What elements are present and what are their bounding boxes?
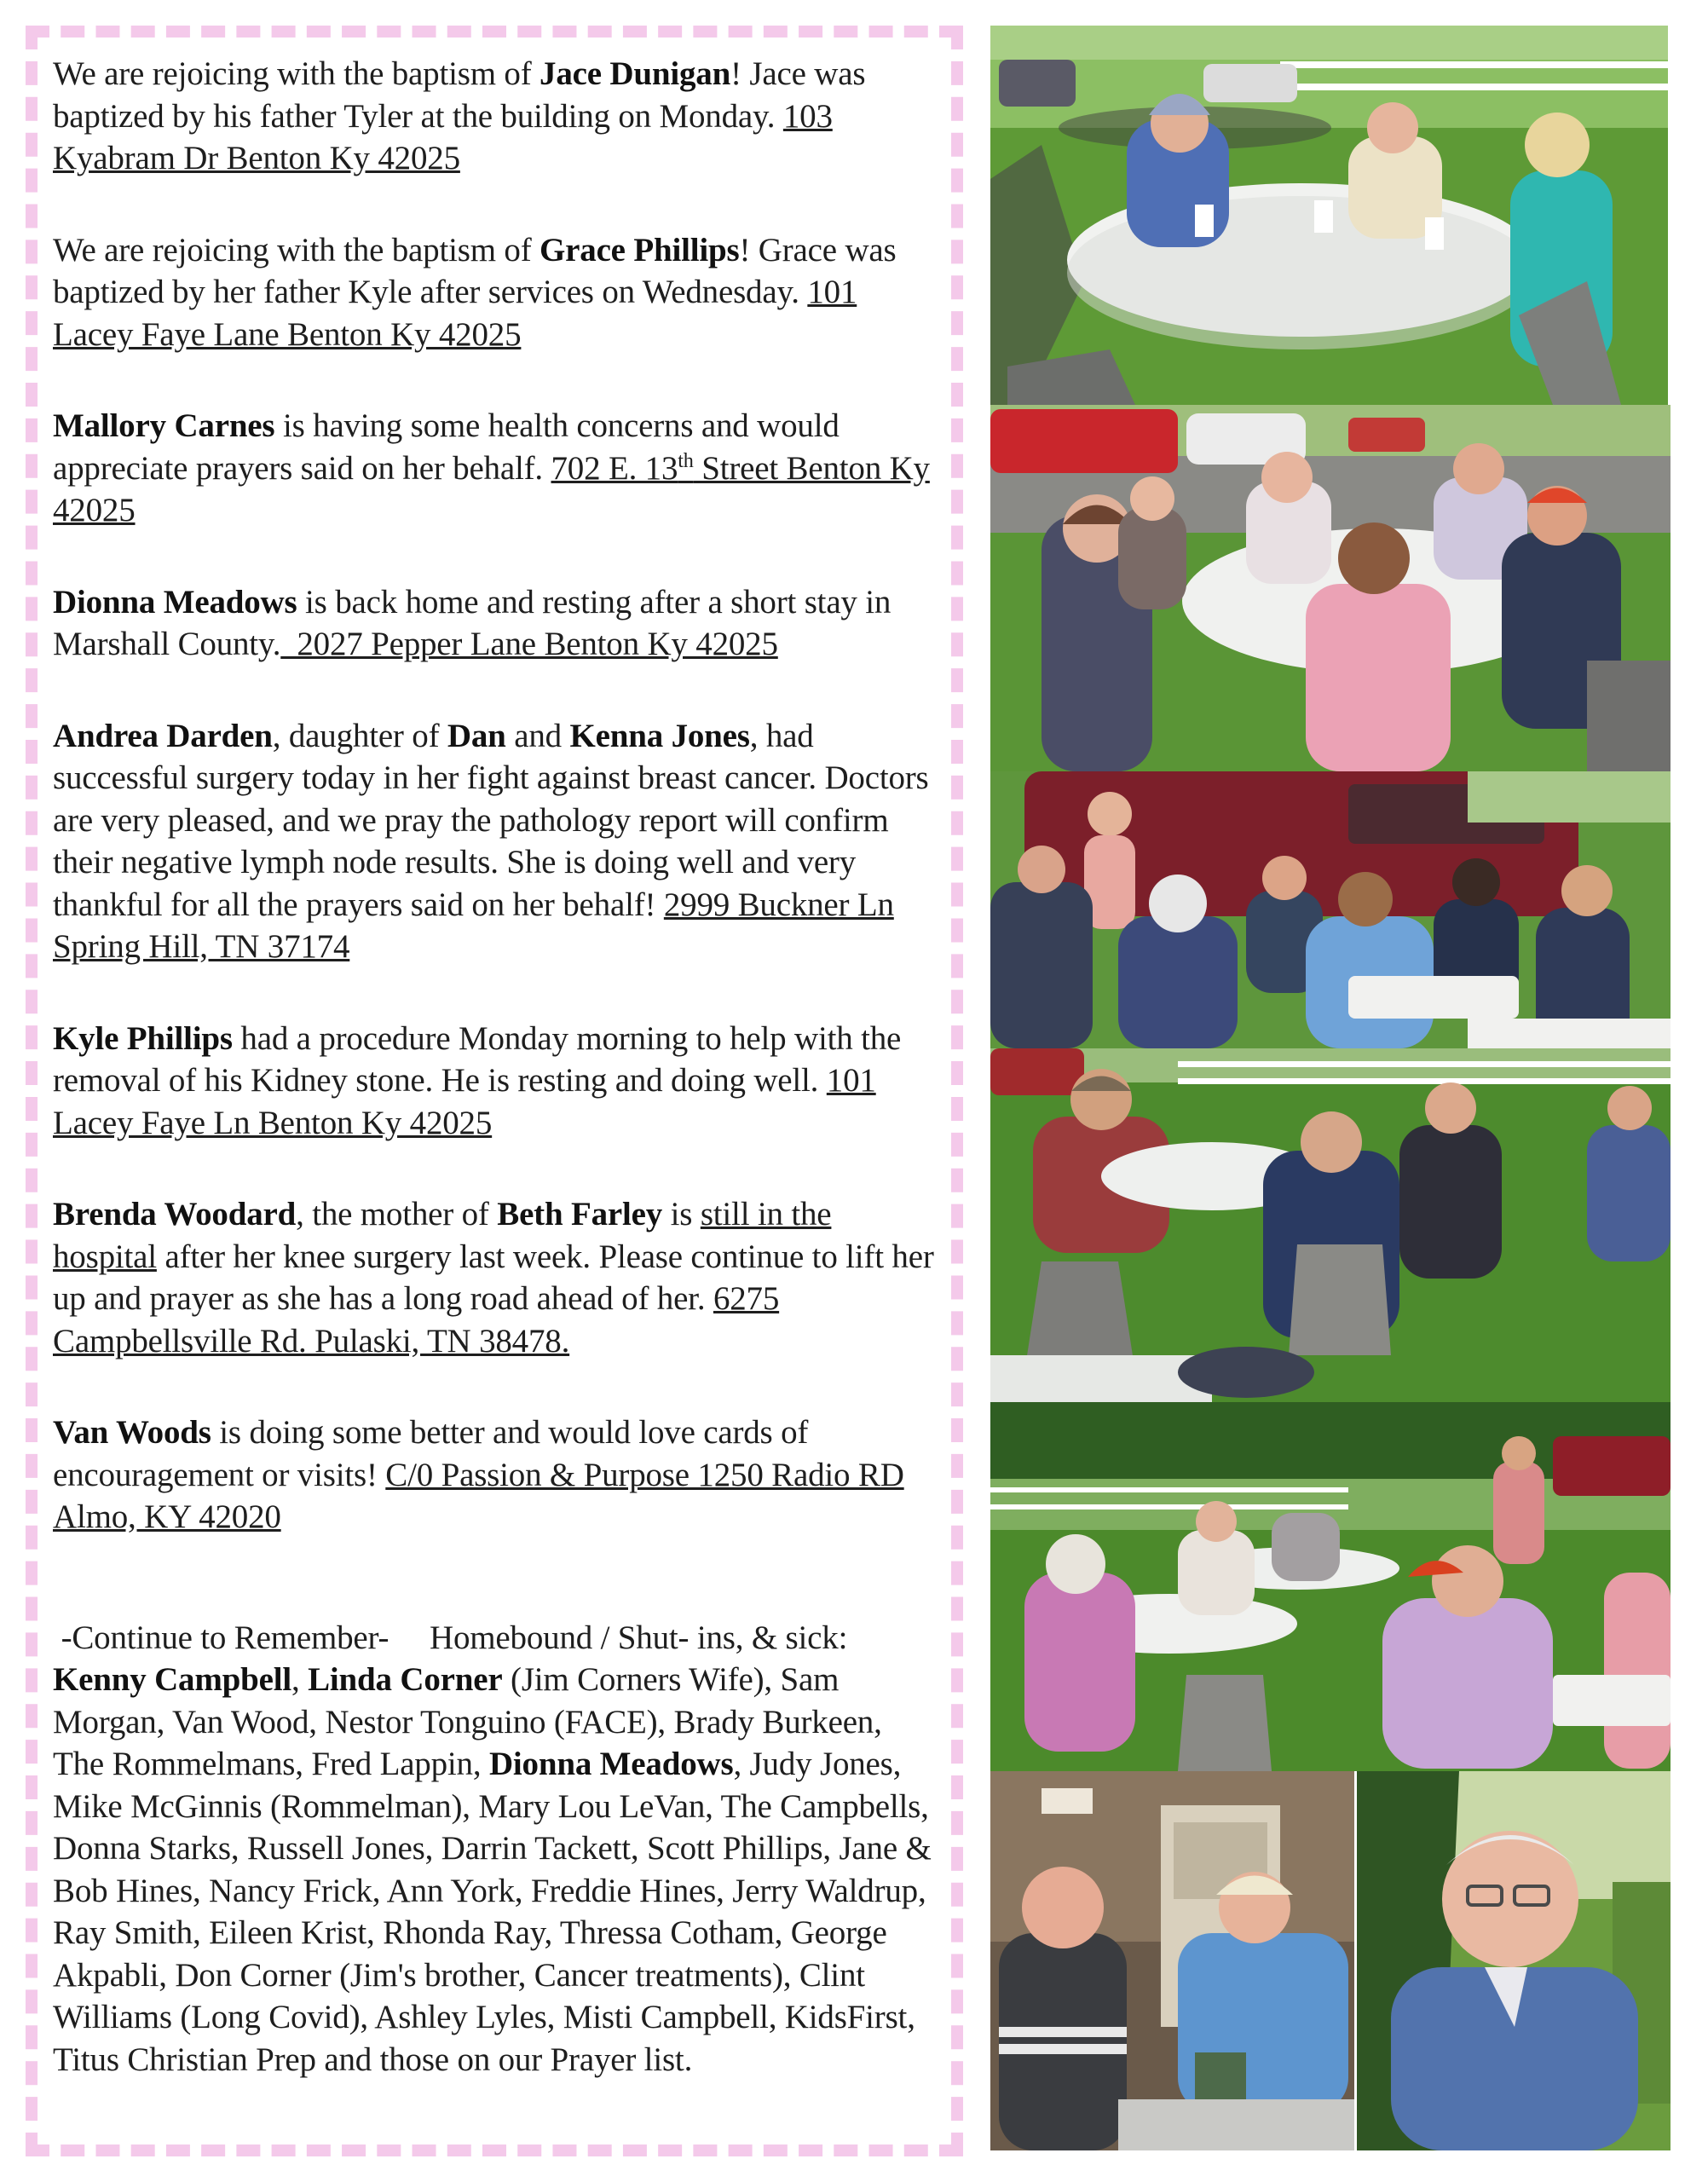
- address-part: 702 E. 13: [551, 449, 678, 487]
- announcement-jace-dunigan: [53, 53, 939, 180]
- remember-section: [53, 1617, 939, 2081]
- address: 103 Kyabram Dr Benton Ky 42025: [53, 97, 833, 176]
- person-name: Kyle Phillips: [53, 1019, 233, 1057]
- announcement-mallory-carnes: [53, 405, 939, 532]
- text: , had successful surgery today in her fight against breast cancer. Doctors are very pleased, and we pray the pathology report will confirm their negative lymph node results. She is doing well and very thankful for all the prayers said on her behalf!: [53, 717, 929, 923]
- person-name: Dionna Meadows: [53, 583, 297, 621]
- person-name: Grace Phillips: [540, 231, 740, 268]
- address: 2999 Buckner Ln Spring Hill, TN 37174: [53, 886, 894, 965]
- text: , Judy Jones, Mike McGinnis (Rommelman), Mary Lou LeVan, The Campbells, Donna Starks, Russell Jones, Darrin Tackett, Scott Phillips, Jane & Bob Hines, Nancy Frick, Ann York, Freddie Hines, Jerry Waldrup, Ray Smith, Eileen Krist, Rhonda Ray, Thressa Cotham, George Akpabli, Don Corner (Jim's brother, Cancer treatments), Clint Williams (Long Covid), Ashley Lyles, Misti Campbell, KidsFirst, Titus Christian Prep and those on our Prayer list.: [53, 1746, 932, 2078]
- address: C/0 Passion & Purpose 1250 Radio RD Almo, KY 42020: [53, 1456, 904, 1535]
- text: is back home and resting after a short stay in Marshall County.: [53, 583, 892, 662]
- address-superscript: th: [678, 448, 694, 472]
- person-name: Mallory Carnes: [53, 407, 275, 444]
- text: and: [505, 717, 570, 754]
- announcement-dionna-meadows: [53, 581, 939, 666]
- text: We are rejoicing with the baptism of: [53, 55, 540, 92]
- photo-tables-fence: [990, 1048, 1670, 1402]
- text: ,: [291, 1661, 309, 1698]
- text: ! Jace was baptized by his father Tyler at the building on Monday.: [53, 55, 866, 135]
- photo-picnic-crowd: [990, 1402, 1670, 1771]
- photo-portrait-man: [1357, 1771, 1670, 2150]
- text: ! Grace was baptized by her father Kyle after services on Wednesday.: [53, 231, 897, 310]
- announcement-kyle-phillips: [53, 1018, 939, 1145]
- address: 6275 Campbellsville Rd. Pulaski, TN 38478.: [53, 1280, 780, 1359]
- person-name: Brenda Woodard: [53, 1196, 297, 1232]
- address: 2027 Pepper Lane Benton Ky 42025: [280, 626, 778, 662]
- text: , daughter of: [272, 717, 447, 754]
- person-name: Kenna Jones: [569, 717, 750, 754]
- address-part: Street Benton Ky 42025: [53, 449, 930, 528]
- address: 101 Lacey Faye Ln Benton Ky 42025: [53, 1062, 876, 1141]
- person-name: Kenny Campbell: [53, 1661, 291, 1698]
- person-name: Beth Farley: [497, 1196, 663, 1232]
- photo-kitchen-cooks: [990, 1771, 1354, 2150]
- text: is having some health concerns and would appreciate prayers said on her behalf.: [53, 407, 840, 487]
- announcement-brenda-woodard: [53, 1193, 939, 1362]
- photo-crowd-truck: [990, 771, 1670, 1048]
- text: , the mother of: [296, 1196, 498, 1232]
- person-name: Dan: [447, 717, 506, 754]
- person-name: Jace Dunigan: [540, 55, 731, 92]
- text: We are rejoicing with the baptism of: [53, 231, 540, 268]
- photo-collage: [989, 24, 1670, 2155]
- text: (Jim Corners Wife), Sam Morgan, Van Wood, Nestor Tonguino (FACE), Brady Burkeen, The Rommelmans, Fred Lappin,: [53, 1661, 882, 1782]
- remember-list: [53, 1659, 939, 2081]
- photo-table-group-2: [990, 405, 1670, 771]
- text: is: [662, 1196, 701, 1232]
- text: had a procedure Monday morning to help with the removal of his Kidney stone. He is resting and doing well.: [53, 1019, 902, 1099]
- text: is doing some better and would love cards of encouragement or visits!: [53, 1414, 809, 1493]
- announcement-van-woods: [53, 1411, 939, 1538]
- announcement-content: [53, 53, 939, 2081]
- person-name: Andrea Darden: [53, 717, 273, 754]
- underlined-text: still in the hospital: [53, 1196, 832, 1275]
- address: 101 Lacey Faye Lane Benton Ky 42025: [53, 274, 857, 353]
- remember-heading: -Continue to Remember- Homebound / Shut- ins, & sick:: [53, 1619, 848, 1656]
- announcement-andrea-darden: [53, 715, 939, 968]
- person-name: Dionna Meadows: [488, 1746, 734, 1782]
- text: after her knee surgery last week. Please continue to lift her up and prayer as she has a long road ahead of her.: [53, 1238, 934, 1317]
- person-name: Linda Corner: [308, 1661, 503, 1698]
- person-name: Van Woods: [53, 1414, 211, 1451]
- photo-table-group-1: [990, 26, 1668, 405]
- announcement-grace-phillips: [53, 229, 939, 356]
